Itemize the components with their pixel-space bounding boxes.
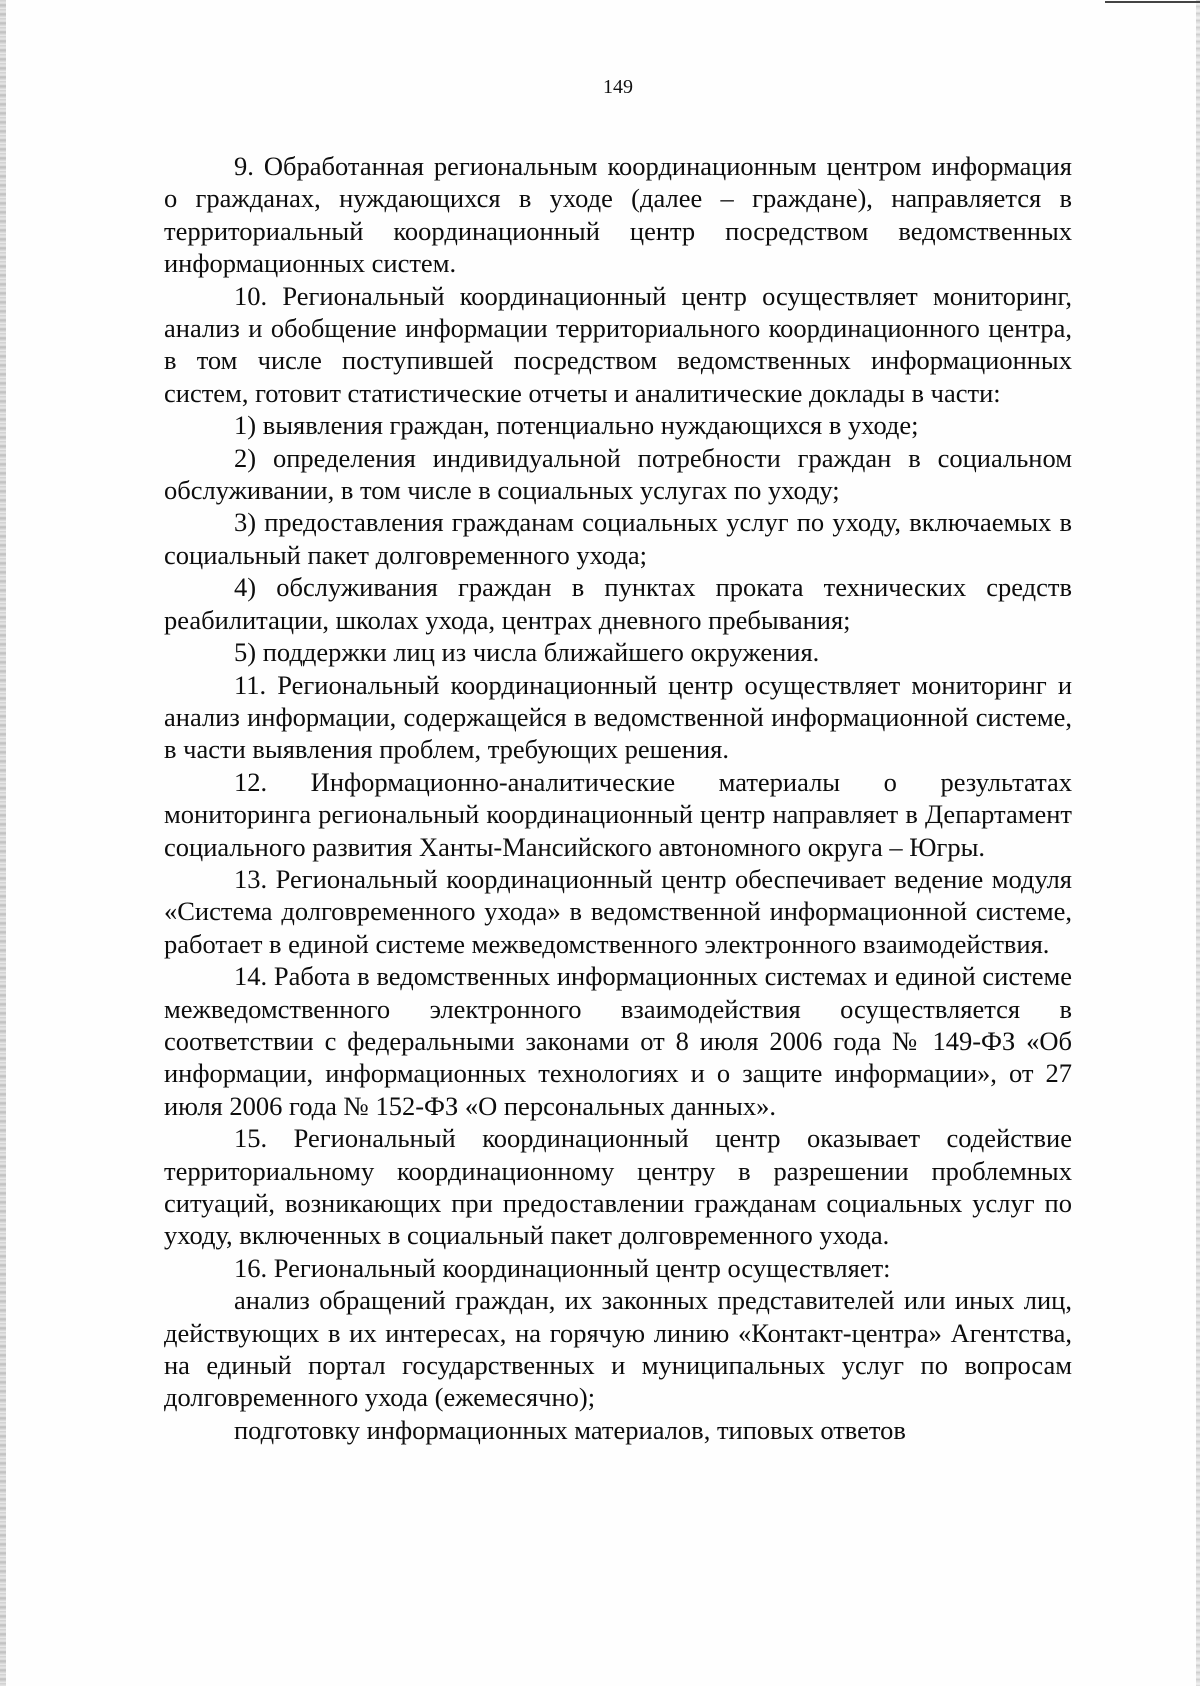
document-body: [164, 150, 1072, 1446]
list-item-2: 2) определения индивидуальной потребности граждан в социальном обслуживании, в том числе в социальных услугах по уходу;: [164, 442, 1072, 506]
list-item-4: 4) обслуживания граждан в пунктах проката технических средств реабилитации, школах ухода, центрах дневного пребывания;: [164, 572, 1072, 635]
list-item-5: 5) поддержки лиц из числа ближайшего окружения.: [234, 637, 820, 668]
list-item-1: 1) выявления граждан, потенциально нуждающихся в уходе;: [234, 410, 919, 441]
paragraph-9: 9. Обработанная региональным координационным центром информация о гражданах, нуждающихся в уходе (далее – граждане), направляется в территориальный координационный центр посредством ведомственных информационных систем.: [164, 151, 1072, 279]
paragraph-15: 15. Региональный координационный центр оказывает содействие территориальному координационному центру в разрешении проблемных ситуаций, возникающих при предоставлении гражданам социальных услуг по уходу, включенных в социальный пакет долговременного ухода.: [164, 1123, 1072, 1251]
page-number: 149: [603, 76, 633, 98]
scan-right-edge: [1196, 0, 1200, 1686]
list-item-3: 3) предоставления гражданам социальных услуг по уходу, включаемых в социальный пакет долговременного ухода;: [164, 507, 1072, 570]
paragraph-13: 13. Региональный координационный центр обеспечивает ведение модуля «Система долговременного ухода» в ведомственной информационной системе, работает в единой системе межведомственного электронного взаимодействия.: [164, 863, 1072, 959]
paragraph-14: 14. Работа в ведомственных информационных системах и единой системе межведомственного электронного взаимодействия осуществляется в соответствии с федеральными законами от 8 июля 2006 года № 149-ФЗ «Об информации, информационных технологиях и о защите информации», от 27 июля 2006 года № 152-ФЗ «О персональных данных».: [164, 961, 1072, 1121]
scan-top-mark: [1105, 1, 1200, 3]
paragraph-16-item-preparation: подготовку информационных материалов, типовых ответов: [234, 1414, 906, 1445]
paragraph-16-item-analysis: анализ обращений граждан, их законных представителей или иных лиц, действующих в их интересах, на горячую линию «Контакт-центра» Агентства, на единый портал государственных и муниципальных услуг по вопросам долговременного ухода (ежемесячно);: [164, 1285, 1072, 1413]
scan-left-edge: [0, 0, 6, 1686]
paragraph-16: 16. Региональный координационный центр осуществляет:: [234, 1252, 891, 1283]
paragraph-12: 12. Информационно-аналитические материалы о результатах мониторинга региональный координационный центр направляет в Департамент социального развития Ханты-Мансийского автономного округа – Югры.: [164, 766, 1072, 862]
paragraph-11: 11. Региональный координационный центр осуществляет мониторинг и анализ информации, содержащейся в ведомственной информационной системе, в части выявления проблем, требующих решения.: [164, 669, 1072, 765]
paragraph-10: 10. Региональный координационный центр осуществляет мониторинг, анализ и обобщение информации территориального координационного центра, в том числе поступившей посредством ведомственных информационных систем, готовит статистические отчеты и аналитические доклады в части:: [164, 280, 1072, 408]
